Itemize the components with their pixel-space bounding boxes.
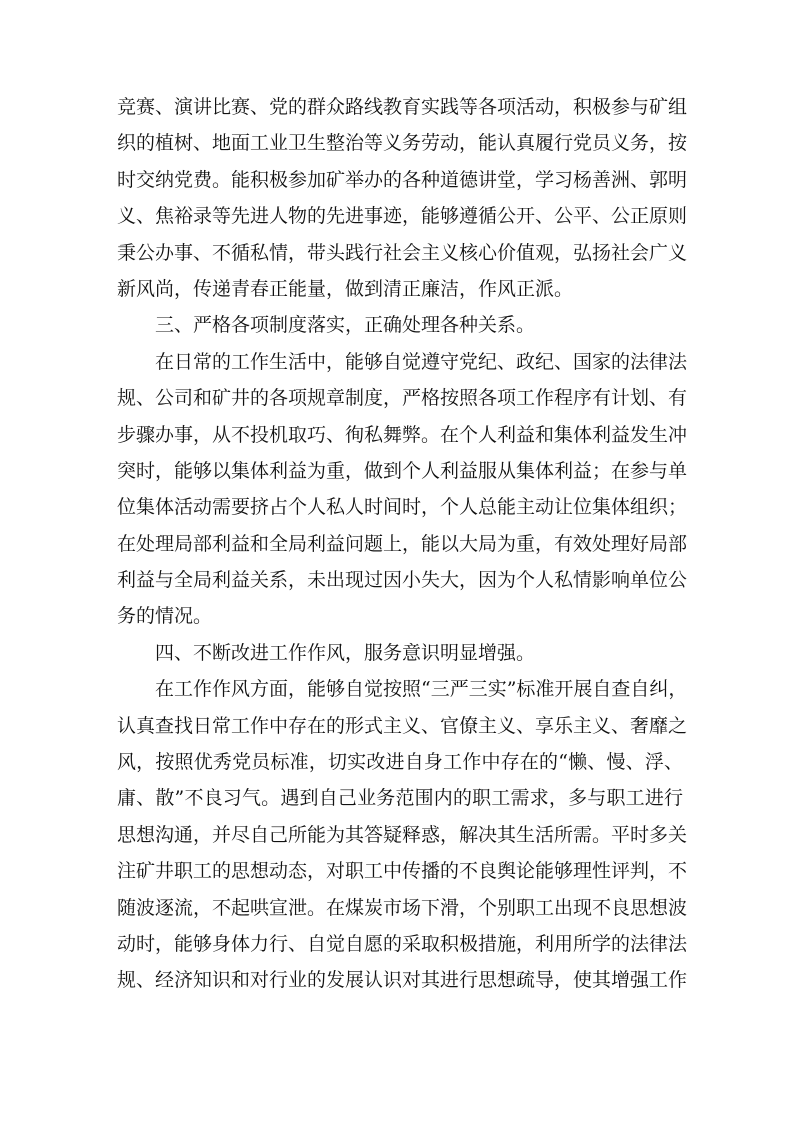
text-line: 织的植树、地面工业卫生整治等义务劳动，能认真履行党员义务，按 [117, 132, 688, 155]
text-line: 步骤办事，从不投机取巧、徇私舞弊。在个人利益和集体利益发生冲 [117, 423, 688, 446]
text-line: 注矿井职工的思想动态，对职工中传播的不良舆论能够理性评判，不 [117, 860, 688, 883]
text-line: 突时，能够以集体利益为重，做到个人利益服从集体利益；在参与单 [117, 459, 688, 482]
text-line: 时交纳党费。能积极参加矿举办的各种道德讲堂，学习杨善洲、郭明 [117, 168, 688, 191]
text-line: 规、经济知识和对行业的发展认识对其进行思想疏导，使其增强工作 [117, 969, 688, 992]
text-line: 动时，能够身体力行、自觉自愿的采取积极措施，利用所学的法律法 [117, 932, 688, 955]
text-line: 位集体活动需要挤占个人私人时间时，个人总能主动让位集体组织； [117, 496, 688, 519]
text-line: 义、焦裕录等先进人物的先进事迹，能够遵循公开、公平、公正原则 [117, 205, 688, 228]
section-heading-4: 四、不断改进工作作风，服务意识明显增强。 [155, 641, 536, 664]
text-line: 随波逐流，不起哄宣泄。在煤炭市场下滑，个别职工出现不良思想波 [117, 896, 688, 919]
text-line: 新风尚，传递青春正能量，做到清正廉洁，作风正派。 [117, 277, 574, 300]
text-line: 竞赛、演讲比赛、党的群众路线教育实践等各项活动，积极参与矿组 [117, 96, 688, 118]
text-line: 秉公办事、不循私情，带头践行社会主义核心价值观，弘扬社会广义 [117, 241, 688, 264]
text-line: 利益与全局利益关系，未出现过因小失大，因为个人私情影响单位公 [117, 569, 688, 592]
text-line: 认真查找日常工作中存在的形式主义、官僚主义、享乐主义、奢靡之 [117, 714, 688, 737]
text-line: 在工作作风方面，能够自觉按照“三严三实”标准开展自查自纠， [155, 678, 688, 701]
text-line: 思想沟通，并尽自己所能为其答疑释惑，解决其生活所需。平时多关 [117, 823, 688, 846]
text-line: 庸、散”不良习气。遇到自己业务范围内的职工需求，多与职工进行 [117, 787, 683, 810]
text-line: 风，按照优秀党员标准，切实改进自身工作中存在的“懒、慢、浮、 [117, 751, 683, 774]
body-text [117, 89, 688, 999]
text-line: 在处理局部利益和全局利益问题上，能以大局为重，有效处理好局部 [117, 532, 688, 555]
text-line: 务的情况。 [117, 605, 213, 628]
text-line: 规、公司和矿井的各项规章制度，严格按照各项工作程序有计划、有 [117, 387, 688, 410]
section-heading-3: 三、严格各项制度落实，正确处理各种关系。 [155, 314, 536, 337]
text-line: 在日常的工作生活中，能够自觉遵守党纪、政纪、国家的法律法 [155, 350, 688, 373]
